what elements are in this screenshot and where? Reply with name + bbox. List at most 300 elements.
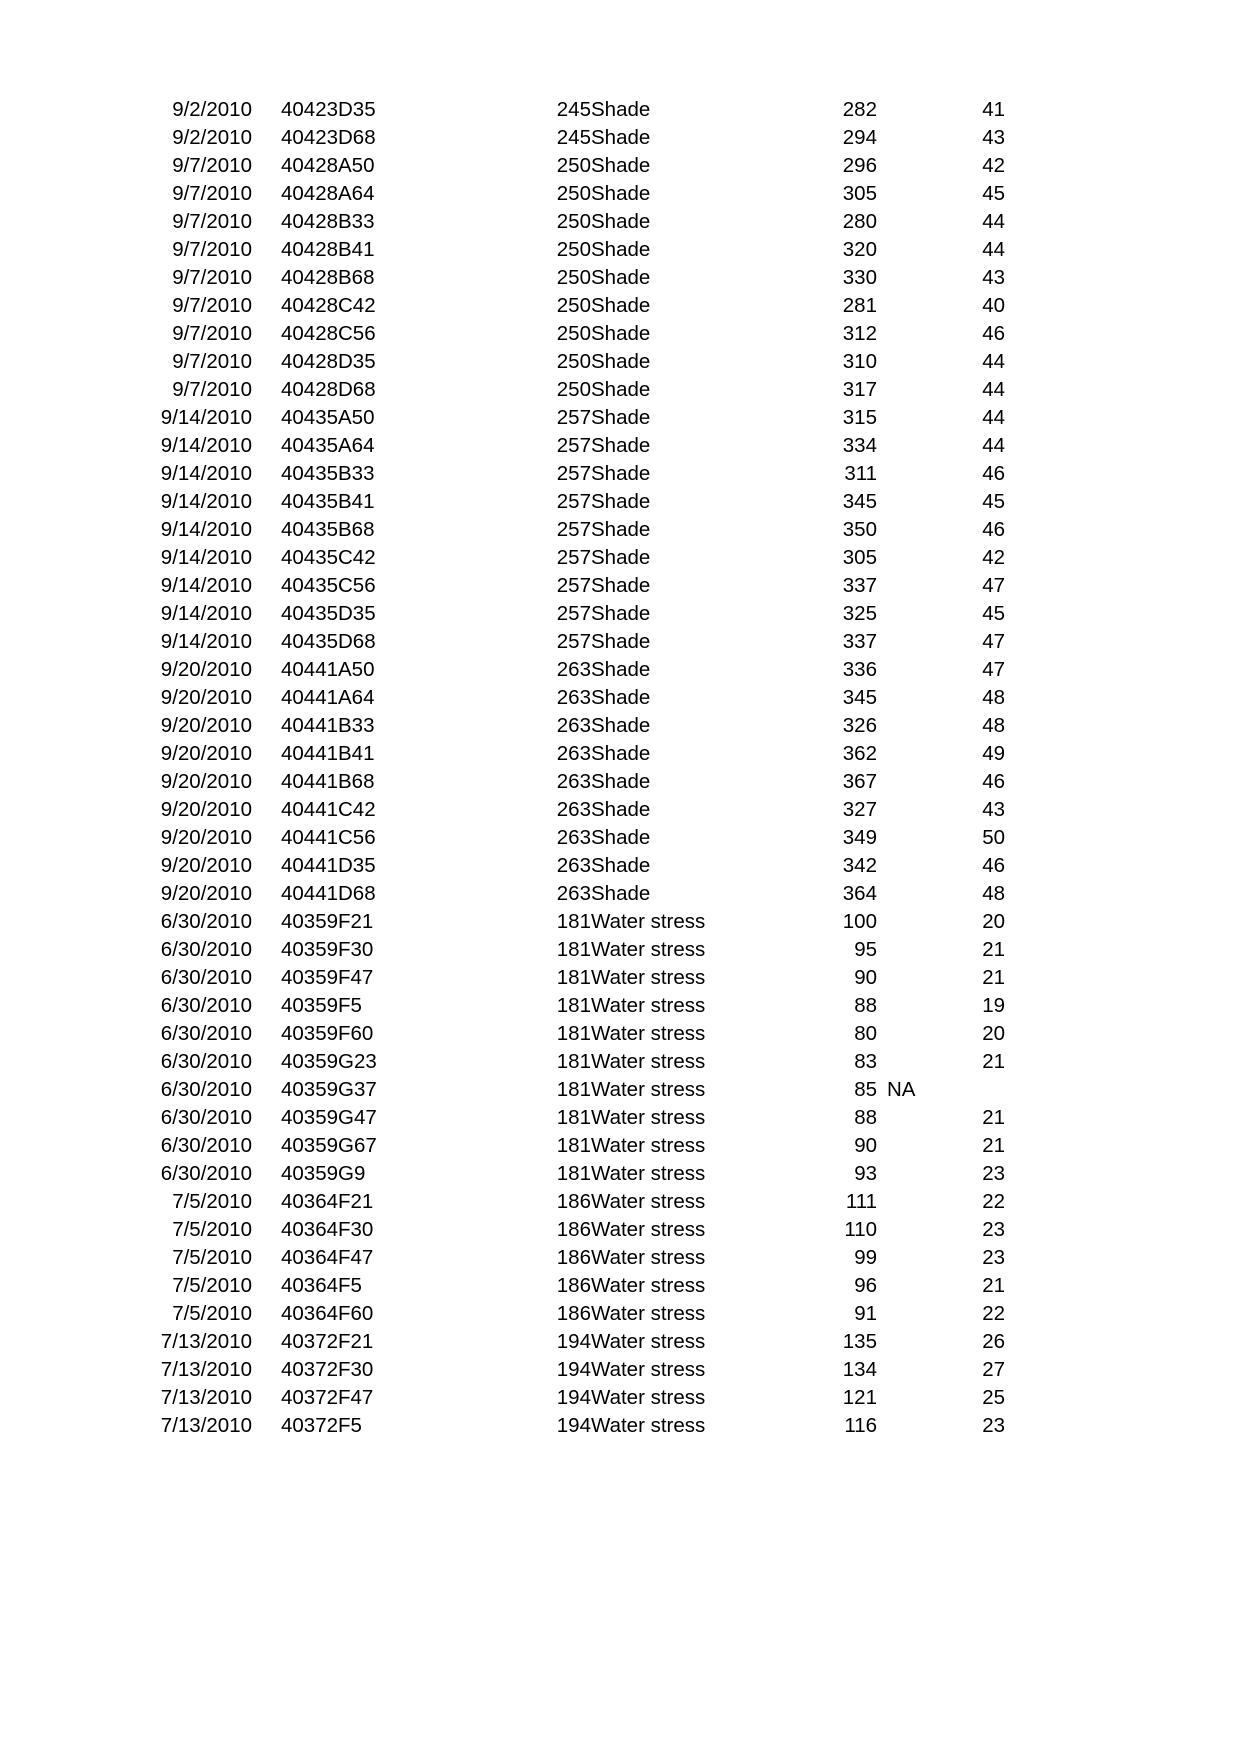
cell-doy: 263: [556, 825, 591, 849]
cell-treatment: Water stress: [591, 1301, 706, 1325]
cell-serial: 40372: [280, 1357, 338, 1381]
table-row: [104, 208, 1005, 236]
cell-plot: D68: [338, 377, 376, 401]
cell-plot: F30: [338, 1357, 374, 1381]
cell-doy: 194: [556, 1357, 591, 1381]
cell-plot: F21: [338, 909, 374, 933]
cell-value2: 46: [982, 517, 1005, 541]
cell-serial: 40359: [280, 1105, 338, 1129]
cell-doy: 186: [556, 1217, 591, 1241]
cell-doy: 186: [556, 1301, 591, 1325]
cell-doy: 181: [556, 1021, 591, 1045]
cell-value2: 47: [982, 657, 1005, 681]
cell-value2: 21: [982, 1273, 1005, 1297]
cell-treatment: Shade: [591, 321, 651, 345]
cell-serial: 40435: [280, 489, 338, 513]
cell-plot: B33: [338, 461, 375, 485]
cell-plot: F21: [338, 1189, 374, 1213]
cell-value2: 23: [982, 1161, 1005, 1185]
cell-plot: A64: [338, 433, 375, 457]
cell-doy: 257: [556, 545, 591, 569]
table-row: [104, 1216, 1005, 1244]
cell-date: 9/7/2010: [172, 293, 252, 317]
table-row: [104, 1160, 1005, 1188]
cell-value2: 47: [982, 573, 1005, 597]
cell-treatment: Shade: [591, 489, 651, 513]
cell-date: 9/14/2010: [160, 461, 252, 485]
cell-value1: 135: [842, 1329, 877, 1353]
cell-treatment: Shade: [591, 97, 651, 121]
table-row: [104, 96, 1005, 124]
cell-value1: 345: [842, 489, 877, 513]
cell-plot: C42: [338, 797, 376, 821]
cell-value1: 80: [854, 1021, 877, 1045]
cell-value2: 44: [982, 237, 1005, 261]
cell-value1: 312: [842, 321, 877, 345]
cell-value1: 317: [842, 377, 877, 401]
cell-doy: 257: [556, 405, 591, 429]
table-row: [104, 264, 1005, 292]
cell-plot: B33: [338, 713, 375, 737]
cell-value1: 350: [842, 517, 877, 541]
cell-plot: F47: [338, 1245, 374, 1269]
cell-value1: 327: [842, 797, 877, 821]
cell-date: 6/30/2010: [160, 965, 252, 989]
cell-doy: 181: [556, 965, 591, 989]
cell-treatment: Shade: [591, 517, 651, 541]
cell-plot: F60: [338, 1021, 374, 1045]
cell-date: 9/20/2010: [160, 657, 252, 681]
cell-serial: 40423: [280, 125, 338, 149]
cell-serial: 40359: [280, 1077, 338, 1101]
cell-value2: 42: [982, 545, 1005, 569]
cell-doy: 194: [556, 1329, 591, 1353]
cell-serial: 40441: [280, 713, 338, 737]
cell-date: 9/20/2010: [160, 769, 252, 793]
cell-value2: NA: [887, 1077, 916, 1101]
cell-value2: 23: [982, 1217, 1005, 1241]
cell-doy: 257: [556, 601, 591, 625]
cell-value1: 90: [854, 965, 877, 989]
cell-treatment: Shade: [591, 433, 651, 457]
cell-value2: 22: [982, 1301, 1005, 1325]
cell-date: 9/7/2010: [172, 237, 252, 261]
cell-plot: F47: [338, 965, 374, 989]
cell-date: 9/20/2010: [160, 797, 252, 821]
cell-date: 6/30/2010: [160, 1161, 252, 1185]
cell-treatment: Shade: [591, 125, 651, 149]
cell-date: 9/7/2010: [172, 265, 252, 289]
cell-doy: 263: [556, 685, 591, 709]
cell-serial: 40428: [280, 209, 338, 233]
cell-serial: 40435: [280, 433, 338, 457]
cell-serial: 40372: [280, 1329, 338, 1353]
table-row: [104, 824, 1005, 852]
cell-serial: 40435: [280, 545, 338, 569]
cell-treatment: Shade: [591, 377, 651, 401]
cell-doy: 181: [556, 1161, 591, 1185]
cell-serial: 40435: [280, 601, 338, 625]
cell-plot: D68: [338, 881, 376, 905]
cell-value2: 46: [982, 853, 1005, 877]
cell-date: 9/7/2010: [172, 321, 252, 345]
cell-serial: 40435: [280, 517, 338, 541]
cell-plot: C56: [338, 321, 376, 345]
table-row: [104, 180, 1005, 208]
cell-treatment: Water stress: [591, 1077, 706, 1101]
table-row: [104, 1328, 1005, 1356]
cell-value2: 43: [982, 265, 1005, 289]
data-table: [104, 96, 1005, 1440]
cell-value1: 315: [842, 405, 877, 429]
cell-date: 9/7/2010: [172, 349, 252, 373]
cell-doy: 250: [556, 349, 591, 373]
cell-value1: 85: [854, 1077, 877, 1101]
cell-value2: 46: [982, 461, 1005, 485]
cell-treatment: Water stress: [591, 1049, 706, 1073]
cell-serial: 40359: [280, 965, 338, 989]
cell-doy: 250: [556, 265, 591, 289]
cell-doy: 257: [556, 489, 591, 513]
cell-serial: 40359: [280, 1021, 338, 1045]
cell-date: 7/5/2010: [172, 1301, 252, 1325]
cell-treatment: Shade: [591, 601, 651, 625]
cell-doy: 250: [556, 181, 591, 205]
table-row: [104, 1132, 1005, 1160]
cell-treatment: Shade: [591, 741, 651, 765]
cell-plot: G47: [338, 1105, 377, 1129]
cell-plot: G9: [338, 1161, 366, 1185]
cell-doy: 250: [556, 237, 591, 261]
cell-value2: 19: [982, 993, 1005, 1017]
cell-value1: 281: [842, 293, 877, 317]
cell-treatment: Shade: [591, 545, 651, 569]
cell-value1: 111: [845, 1189, 877, 1213]
cell-value2: 21: [982, 965, 1005, 989]
cell-value1: 100: [842, 909, 877, 933]
table-row: [104, 320, 1005, 348]
cell-treatment: Water stress: [591, 1105, 706, 1129]
table-row: [104, 908, 1005, 936]
cell-date: 9/2/2010: [172, 97, 252, 121]
cell-value1: 320: [842, 237, 877, 261]
cell-date: 6/30/2010: [160, 909, 252, 933]
cell-date: 7/5/2010: [172, 1217, 252, 1241]
cell-serial: 40364: [280, 1189, 338, 1213]
cell-date: 6/30/2010: [160, 937, 252, 961]
cell-plot: C42: [338, 545, 376, 569]
cell-serial: 40428: [280, 237, 338, 261]
cell-treatment: Shade: [591, 685, 651, 709]
cell-doy: 250: [556, 293, 591, 317]
cell-serial: 40359: [280, 1161, 338, 1185]
cell-serial: 40364: [280, 1217, 338, 1241]
cell-doy: 263: [556, 657, 591, 681]
cell-value1: 99: [854, 1245, 877, 1269]
cell-date: 9/14/2010: [160, 489, 252, 513]
cell-doy: 250: [556, 153, 591, 177]
cell-serial: 40441: [280, 685, 338, 709]
cell-treatment: Water stress: [591, 1329, 706, 1353]
cell-plot: D68: [338, 125, 376, 149]
cell-value2: 48: [982, 713, 1005, 737]
cell-value1: 336: [842, 657, 877, 681]
cell-plot: F30: [338, 1217, 374, 1241]
cell-serial: 40359: [280, 993, 338, 1017]
cell-value1: 337: [842, 573, 877, 597]
table-row: [104, 1356, 1005, 1384]
cell-treatment: Water stress: [591, 1357, 706, 1381]
table-row: [104, 796, 1005, 824]
cell-date: 9/20/2010: [160, 853, 252, 877]
cell-value2: 46: [982, 321, 1005, 345]
cell-value1: 364: [842, 881, 877, 905]
cell-value2: 21: [982, 1133, 1005, 1157]
cell-value1: 362: [842, 741, 877, 765]
cell-plot: B41: [338, 489, 375, 513]
cell-treatment: Shade: [591, 713, 651, 737]
cell-treatment: Shade: [591, 181, 651, 205]
cell-value1: 349: [842, 825, 877, 849]
table-row: [104, 712, 1005, 740]
cell-treatment: Shade: [591, 629, 651, 653]
cell-value2: 41: [982, 97, 1005, 121]
table-row: [104, 124, 1005, 152]
cell-serial: 40428: [280, 265, 338, 289]
cell-doy: 194: [556, 1413, 591, 1437]
cell-value1: 93: [854, 1161, 877, 1185]
cell-serial: 40435: [280, 573, 338, 597]
cell-treatment: Shade: [591, 349, 651, 373]
cell-doy: 257: [556, 517, 591, 541]
table-row: [104, 740, 1005, 768]
cell-plot: C56: [338, 825, 376, 849]
cell-value1: 305: [842, 181, 877, 205]
cell-doy: 263: [556, 769, 591, 793]
cell-treatment: Water stress: [591, 1273, 706, 1297]
cell-serial: 40435: [280, 629, 338, 653]
cell-plot: G37: [338, 1077, 377, 1101]
table-row: [104, 768, 1005, 796]
cell-treatment: Water stress: [591, 1413, 706, 1437]
cell-treatment: Shade: [591, 237, 651, 261]
cell-plot: B33: [338, 209, 375, 233]
cell-date: 9/20/2010: [160, 741, 252, 765]
cell-serial: 40359: [280, 937, 338, 961]
cell-doy: 245: [556, 97, 591, 121]
cell-date: 6/30/2010: [160, 1105, 252, 1129]
cell-treatment: Shade: [591, 209, 651, 233]
cell-doy: 263: [556, 881, 591, 905]
cell-date: 7/5/2010: [172, 1245, 252, 1269]
cell-value2: 48: [982, 685, 1005, 709]
cell-value2: 23: [982, 1413, 1005, 1437]
cell-value2: 45: [982, 601, 1005, 625]
cell-doy: 263: [556, 797, 591, 821]
cell-serial: 40428: [280, 181, 338, 205]
cell-value1: 83: [854, 1049, 877, 1073]
cell-value2: 22: [982, 1189, 1005, 1213]
cell-value2: 44: [982, 377, 1005, 401]
table-row: [104, 544, 1005, 572]
cell-treatment: Shade: [591, 797, 651, 821]
cell-value1: 121: [842, 1385, 877, 1409]
table-row: [104, 1076, 1005, 1104]
table-row: [104, 348, 1005, 376]
cell-serial: 40428: [280, 321, 338, 345]
cell-doy: 257: [556, 461, 591, 485]
table-row: [104, 376, 1005, 404]
cell-serial: 40359: [280, 909, 338, 933]
cell-plot: F30: [338, 937, 374, 961]
cell-value1: 296: [842, 153, 877, 177]
cell-plot: G23: [338, 1049, 377, 1073]
cell-value2: 44: [982, 433, 1005, 457]
cell-serial: 40364: [280, 1301, 338, 1325]
cell-value2: 26: [982, 1329, 1005, 1353]
cell-plot: B41: [338, 741, 375, 765]
cell-plot: A64: [338, 181, 375, 205]
cell-value1: 88: [854, 993, 877, 1017]
table-row: [104, 600, 1005, 628]
cell-plot: F5: [338, 1273, 362, 1297]
table-row: [104, 992, 1005, 1020]
cell-date: 7/13/2010: [160, 1357, 252, 1381]
table-row: [104, 404, 1005, 432]
cell-value2: 43: [982, 797, 1005, 821]
cell-serial: 40441: [280, 769, 338, 793]
cell-doy: 263: [556, 741, 591, 765]
table-row: [104, 152, 1005, 180]
cell-treatment: Shade: [591, 461, 651, 485]
cell-value1: 280: [842, 209, 877, 233]
table-row: [104, 628, 1005, 656]
cell-date: 7/5/2010: [172, 1189, 252, 1213]
cell-value1: 88: [854, 1105, 877, 1129]
table-row: [104, 1244, 1005, 1272]
cell-doy: 257: [556, 433, 591, 457]
cell-serial: 40372: [280, 1413, 338, 1437]
cell-serial: 40359: [280, 1133, 338, 1157]
cell-plot: D35: [338, 349, 376, 373]
cell-plot: D35: [338, 601, 376, 625]
cell-date: 7/13/2010: [160, 1329, 252, 1353]
cell-value2: 47: [982, 629, 1005, 653]
cell-value2: 20: [982, 909, 1005, 933]
cell-value2: 42: [982, 153, 1005, 177]
cell-plot: D35: [338, 97, 376, 121]
cell-doy: 181: [556, 1105, 591, 1129]
cell-serial: 40428: [280, 377, 338, 401]
cell-plot: F21: [338, 1329, 374, 1353]
cell-treatment: Water stress: [591, 1133, 706, 1157]
cell-plot: G67: [338, 1133, 377, 1157]
cell-plot: F47: [338, 1385, 374, 1409]
cell-doy: 186: [556, 1245, 591, 1269]
cell-serial: 40372: [280, 1385, 338, 1409]
cell-doy: 181: [556, 993, 591, 1017]
cell-treatment: Shade: [591, 853, 651, 877]
cell-value1: 95: [854, 937, 877, 961]
cell-date: 9/14/2010: [160, 405, 252, 429]
cell-plot: F5: [338, 1413, 362, 1437]
table-row: [104, 1020, 1005, 1048]
cell-value1: 305: [842, 545, 877, 569]
table-row: [104, 964, 1005, 992]
cell-value1: 345: [842, 685, 877, 709]
cell-value2: 46: [982, 769, 1005, 793]
cell-plot: B41: [338, 237, 375, 261]
cell-treatment: Water stress: [591, 993, 706, 1017]
cell-doy: 263: [556, 853, 591, 877]
cell-value1: 96: [854, 1273, 877, 1297]
table-row: [104, 292, 1005, 320]
cell-date: 9/20/2010: [160, 713, 252, 737]
cell-plot: A50: [338, 405, 375, 429]
cell-value1: 334: [842, 433, 877, 457]
cell-serial: 40359: [280, 1049, 338, 1073]
cell-date: 9/20/2010: [160, 685, 252, 709]
cell-plot: F60: [338, 1301, 374, 1325]
table-row: [104, 936, 1005, 964]
cell-value2: 40: [982, 293, 1005, 317]
cell-date: 9/7/2010: [172, 209, 252, 233]
cell-doy: 257: [556, 629, 591, 653]
cell-value1: 310: [842, 349, 877, 373]
cell-date: 9/7/2010: [172, 153, 252, 177]
cell-date: 9/20/2010: [160, 881, 252, 905]
cell-date: 9/14/2010: [160, 573, 252, 597]
cell-doy: 181: [556, 1133, 591, 1157]
cell-treatment: Shade: [591, 573, 651, 597]
cell-doy: 194: [556, 1385, 591, 1409]
cell-serial: 40364: [280, 1245, 338, 1269]
cell-treatment: Shade: [591, 657, 651, 681]
cell-date: 6/30/2010: [160, 1077, 252, 1101]
cell-date: 9/20/2010: [160, 825, 252, 849]
cell-value1: 110: [844, 1217, 877, 1241]
cell-plot: A50: [338, 153, 375, 177]
cell-date: 9/2/2010: [172, 125, 252, 149]
cell-treatment: Water stress: [591, 1021, 706, 1045]
table-body: [104, 96, 1005, 1440]
cell-treatment: Water stress: [591, 937, 706, 961]
cell-value2: 50: [982, 825, 1005, 849]
cell-date: 7/5/2010: [172, 1273, 252, 1297]
cell-plot: B68: [338, 769, 375, 793]
cell-treatment: Shade: [591, 293, 651, 317]
cell-serial: 40441: [280, 657, 338, 681]
cell-serial: 40428: [280, 153, 338, 177]
table-row: [104, 488, 1005, 516]
cell-plot: D35: [338, 853, 376, 877]
cell-doy: 250: [556, 209, 591, 233]
cell-value2: 20: [982, 1021, 1005, 1045]
table-row: [104, 1384, 1005, 1412]
cell-doy: 250: [556, 321, 591, 345]
cell-serial: 40441: [280, 881, 338, 905]
cell-date: 9/14/2010: [160, 601, 252, 625]
cell-treatment: Shade: [591, 769, 651, 793]
cell-serial: 40435: [280, 461, 338, 485]
cell-date: 6/30/2010: [160, 1021, 252, 1045]
cell-treatment: Water stress: [591, 965, 706, 989]
cell-value1: 330: [842, 265, 877, 289]
cell-value2: 48: [982, 881, 1005, 905]
cell-serial: 40435: [280, 405, 338, 429]
cell-treatment: Water stress: [591, 1217, 706, 1241]
cell-date: 6/30/2010: [160, 993, 252, 1017]
